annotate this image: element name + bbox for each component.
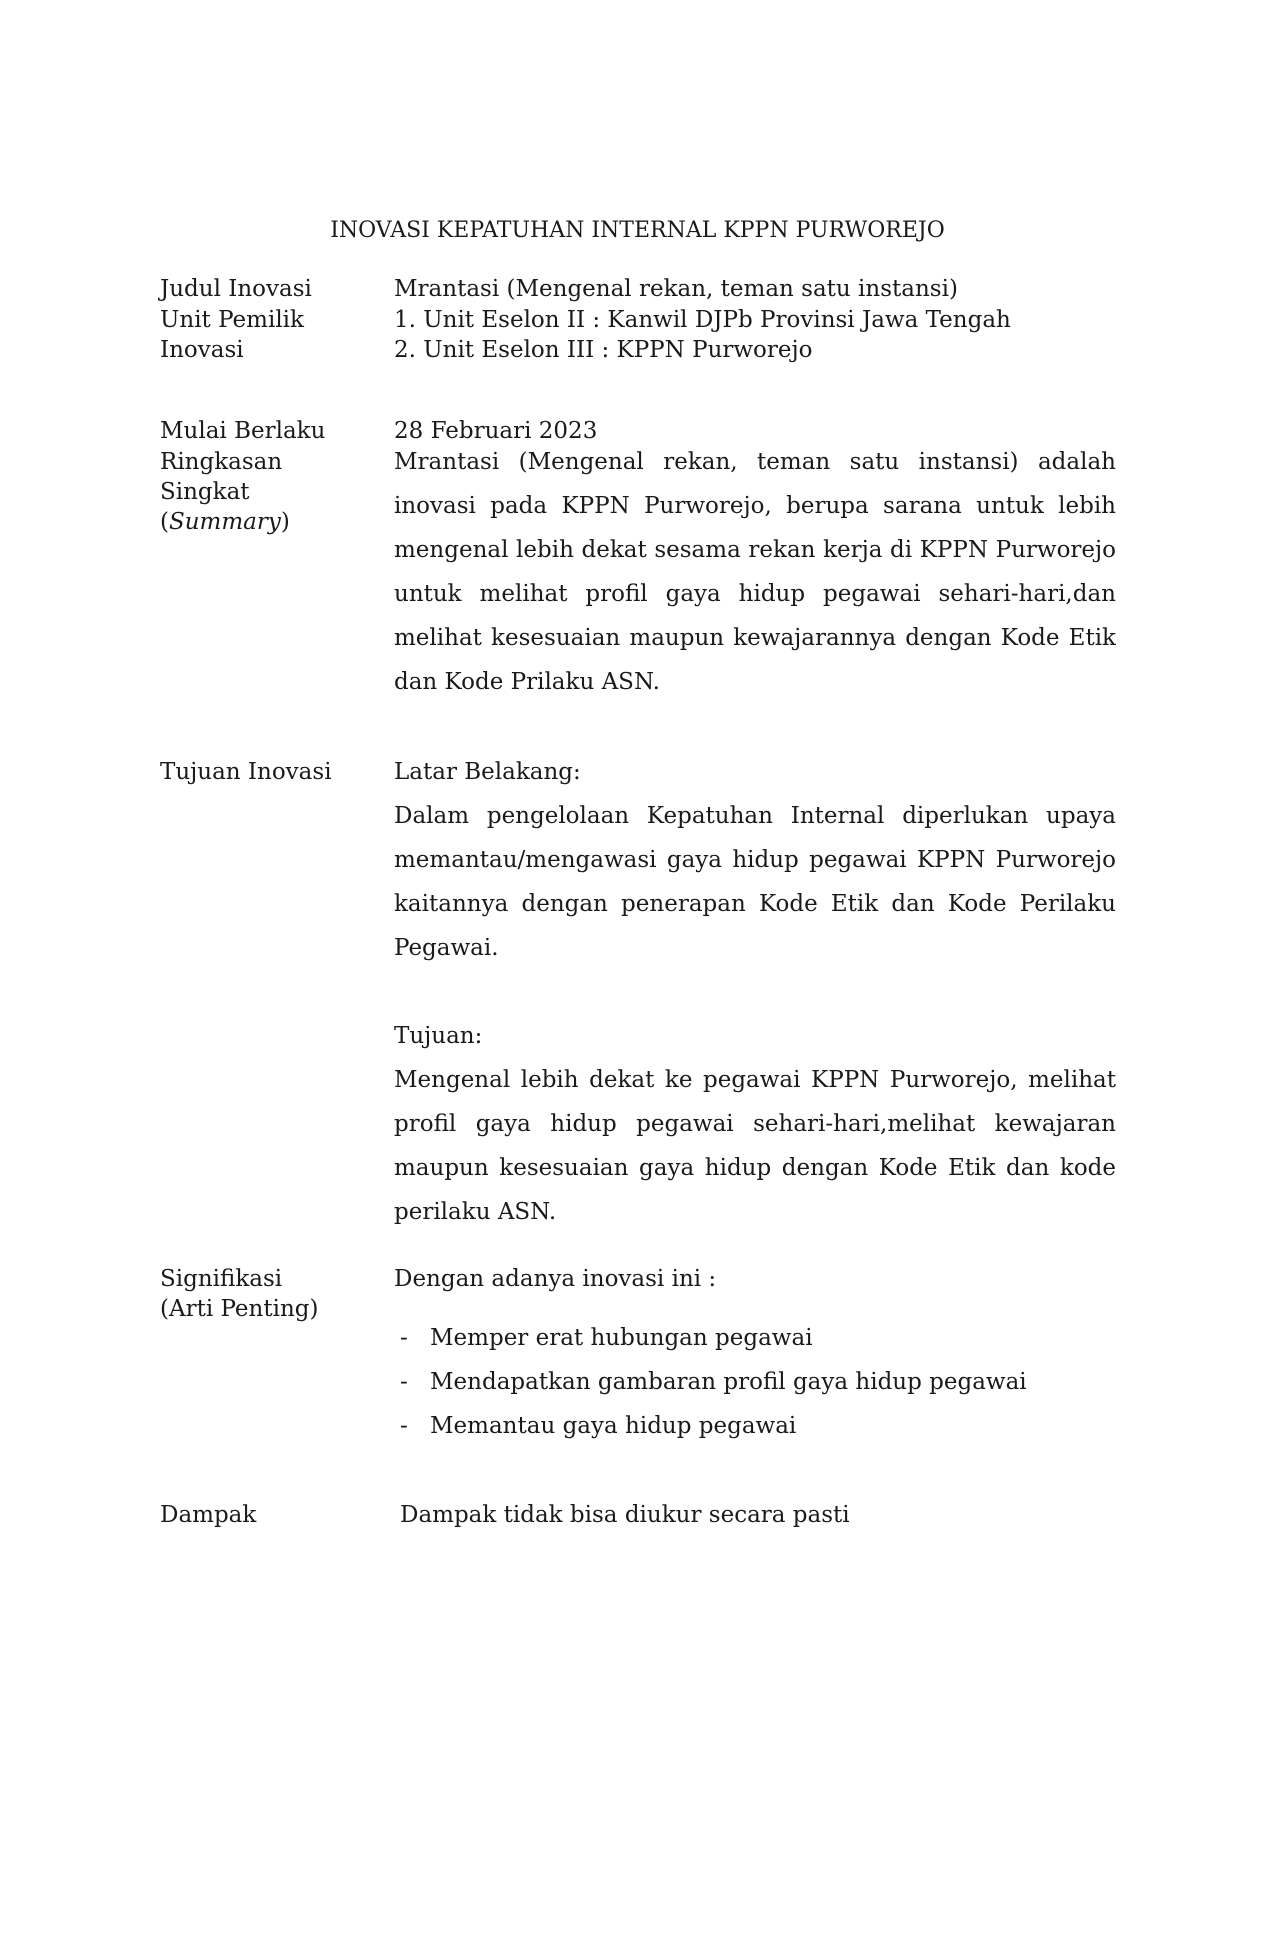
tujuan-heading: Tujuan: [394, 1023, 483, 1049]
unit-value-line2: 2. Unit Eselon III : KPPN Purworejo [394, 337, 813, 363]
list-item-text: Mendapatkan gambaran profil gaya hidup pegawai [430, 1369, 1027, 1395]
ringkasan-label [160, 447, 380, 537]
latar-text: Dalam pengelolaan Kepatuhan Internal diperlukan upaya memantau/mengawasi gaya hidup pegawai KPPN Purworejo kaitannya dengan penerapan Kode Etik dan Kode Perilaku Pegawai. [394, 803, 1116, 961]
bullet-dash: - [400, 1325, 408, 1351]
tujuan-section [394, 1014, 1116, 1234]
paren-close: ) [280, 509, 290, 535]
tujuan-label: Tujuan Inovasi [160, 759, 332, 785]
signifikasi-intro: Dengan adanya inovasi ini : [394, 1266, 717, 1292]
signifikasi-label [160, 1264, 380, 1324]
list-item [394, 1316, 1116, 1360]
signifikasi-label-line2: (Arti Penting) [160, 1296, 319, 1322]
dampak-label: Dampak [160, 1502, 257, 1528]
signifikasi-list [394, 1316, 1116, 1448]
unit-label-line1: Unit Pemilik [160, 307, 304, 333]
list-item-text: Memantau gaya hidup pegawai [430, 1413, 797, 1439]
judul-value: Mrantasi (Mengenal rekan, teman satu instansi) [394, 276, 958, 302]
unit-value-line1: 1. Unit Eselon II : Kanwil DJPb Provinsi Jawa Tengah [394, 307, 1011, 333]
signifikasi-value [394, 1264, 1116, 1448]
tujuan-value [394, 750, 1116, 970]
unit-value [394, 305, 1116, 365]
bullet-dash: - [400, 1413, 408, 1439]
document-title: INOVASI KEPATUHAN INTERNAL KPPN PURWOREJO [330, 218, 945, 243]
list-item [394, 1404, 1116, 1448]
tujuan-text: Mengenal lebih dekat ke pegawai KPPN Purworejo, melihat profil gaya hidup pegawai sehari-hari,melihat kewajaran maupun kesesuaian gaya hidup dengan Kode Etik dan kode perilaku ASN. [394, 1067, 1116, 1225]
mulai-label: Mulai Berlaku [160, 418, 326, 444]
signifikasi-label-line1: Signifikasi [160, 1266, 283, 1292]
ringkasan-label-line3 [160, 507, 380, 537]
ringkasan-value: Mrantasi (Mengenal rekan, teman satu instansi) adalah inovasi pada KPPN Purworejo, berupa sarana untuk lebih mengenal lebih dekat sesama rekan kerja di KPPN Purworejo untuk melihat profil gaya hidup pegawai sehari-hari,dan melihat kesesuaian maupun kewajarannya dengan Kode Etik dan Kode Prilaku ASN. [394, 449, 1116, 695]
list-item-text: Memper erat hubungan pegawai [430, 1325, 813, 1351]
unit-label [160, 305, 380, 365]
paren-open: ( [160, 509, 169, 535]
unit-label-line2: Inovasi [160, 337, 244, 363]
ringkasan-label-line1: Ringkasan [160, 449, 283, 475]
summary-italic: Summary [168, 509, 281, 535]
latar-heading: Latar Belakang: [394, 759, 581, 785]
ringkasan-label-line2: Singkat [160, 479, 250, 505]
dampak-value: Dampak tidak bisa diukur secara pasti [400, 1502, 850, 1528]
list-item [394, 1360, 1116, 1404]
mulai-value: 28 Februari 2023 [394, 418, 598, 444]
judul-label: Judul Inovasi [160, 276, 312, 302]
bullet-dash: - [400, 1369, 408, 1395]
